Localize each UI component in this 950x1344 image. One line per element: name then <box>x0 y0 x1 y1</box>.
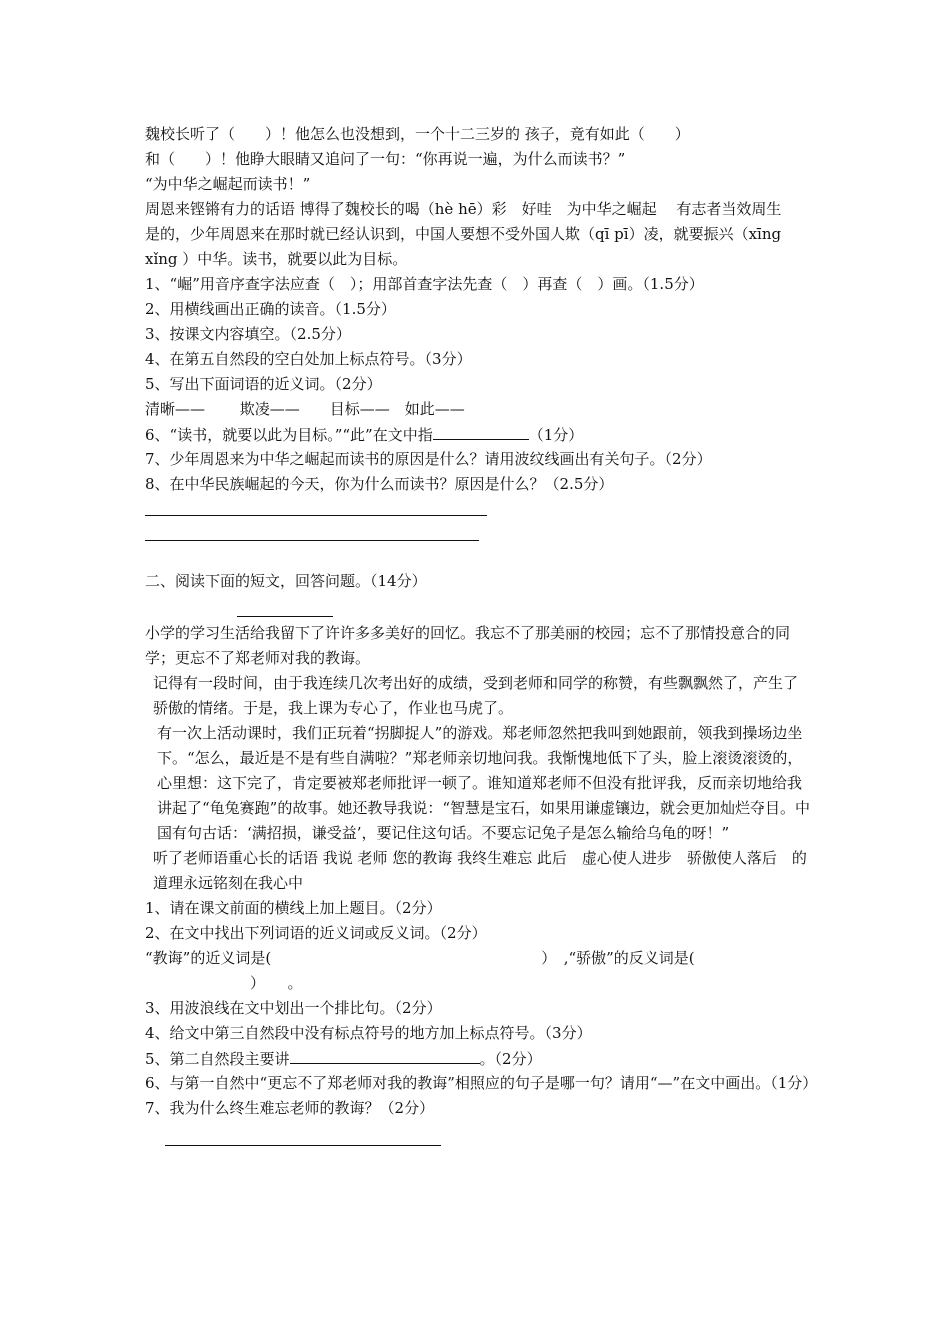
question-1: 1、请在课文前面的横线上加上题目。（2分） <box>145 899 442 917</box>
passage-line: 魏校长听了（ ）！他怎么也没想到，一个十二三岁的 孩子，竟有如此（ ） <box>145 125 690 143</box>
synonym-blanks: 清晰—— 欺凌—— 目标—— 如此—— <box>145 400 465 418</box>
answer-line[interactable] <box>165 1145 441 1146</box>
question-3: 3、用波浪线在文中划出一个排比句。（2分） <box>145 999 442 1017</box>
question-2: 2、用横线画出正确的读音。（1.5分） <box>145 300 396 318</box>
passage-line: 周恩来铿锵有力的话语 博得了魏校长的喝（hè hē）彩 好哇 为中华之崛起 有志者当效周生 <box>145 200 782 218</box>
paragraph-3: 有一次上活动课时，我们正玩着“拐脚捉人”的游戏。郑老师忽然把我叫到她跟前，领我到操场边坐下。“怎么，最近是不是有些自满啦？”郑老师亲切地问我。我惭愧地低下了头，脸上滚烫滚烫的，心里想：这下完了，肯定要被郑老师批评一顿了。谁知道郑老师不但没有批评我，反而亲切地给我讲起了“龟兔赛跑”的故事。她还教导我说：“智慧是宝石，如果用谦虚镶边，就会更加灿烂夺目。中国有句古话：‘满招损，谦受益’，要记住这句话。不要忘记兔子是怎么输给乌龟的呀！” <box>157 724 811 842</box>
title-blank[interactable] <box>237 602 333 617</box>
question-3: 3、按课文内容填空。（2.5分） <box>145 325 351 343</box>
question-6: 6、与第一自然中“更忘不了郑老师对我的教诲”相照应的句子是哪一句？请用“—”在文中画出。（1分） <box>145 1074 818 1092</box>
question-5-score: 。（2分） <box>479 1050 542 1068</box>
question-2-blanks-cont: ） 。 <box>145 974 303 992</box>
paragraph-1: 小学的学习生活给我留下了许许多多美好的回忆。我忘不了那美丽的校园；忘不了那情投意合的同学；更忘不了郑老师对我的教诲。 <box>145 624 791 667</box>
passage-line: 和（ ）！他睁大眼睛又追问了一句：“你再说一遍，为什么而读书？” <box>145 150 626 168</box>
question-2-blanks: “教诲”的近义词是( ） ,“骄傲”的反义词是( <box>145 949 695 967</box>
worksheet-page <box>145 122 818 1146</box>
paragraph-2: 记得有一段时间，由于我连续几次考出好的成绩，受到老师和同学的称赞，有些飘飘然了，产生了骄傲的情绪。于是，我上课为专心了，作业也马虎了。 <box>153 674 799 717</box>
passage-line: “为中华之崛起而读书！” <box>145 175 311 193</box>
question-4: 4、在第五自然段的空白处加上标点符号。（3分） <box>145 350 472 368</box>
question-5 <box>145 1046 810 1071</box>
question-5: 5、写出下面词语的近义词。（2分） <box>145 375 382 393</box>
question-6-score: （1分） <box>528 426 584 444</box>
question-8: 8、在中华民族崛起的今天，你为什么而读书？原因是什么？（2.5分） <box>145 475 614 493</box>
question-6 <box>145 422 810 447</box>
answer-blank[interactable] <box>433 422 529 440</box>
answer-blank[interactable] <box>290 1046 480 1064</box>
question-4: 4、给文中第三自然段中没有标点符号的地方加上标点符号。（3分） <box>145 1024 592 1042</box>
question-2: 2、在文中找出下列词语的近义词或反义词。（2分） <box>145 924 487 942</box>
passage-line: 是的，少年周恩来在那时就已经认识到，中国人要想不受外国人欺（qī pī）凌，就要振兴（xīng xǐng ）中华。读书，就要以此为目标。 <box>145 225 782 268</box>
section-heading: 二、阅读下面的短文，回答问题。（14分） <box>145 572 427 590</box>
question-7: 7、我为什么终生难忘老师的教诲？（2分） <box>145 1099 435 1117</box>
question-6-text: 6、“读书，就要以此为目标。”“此”在文中指 <box>145 426 433 444</box>
paragraph-4: 听了老师语重心长的话语 我说 老师 您的教诲 我终生难忘 此后 虚心使人进步 骄傲使人落后 的道理永远铭刻在我心中 <box>153 849 807 892</box>
question-1: 1、“崛”用音序查字法应查（ ）；用部首查字法先查（ ）再查（ ）画。（1.5分） <box>145 275 704 293</box>
question-5-text: 5、第二自然段主要讲 <box>145 1050 290 1068</box>
question-7: 7、少年周恩来为中华之崛起而读书的原因是什么？请用波纹线画出有关句子。（2分） <box>145 450 712 468</box>
